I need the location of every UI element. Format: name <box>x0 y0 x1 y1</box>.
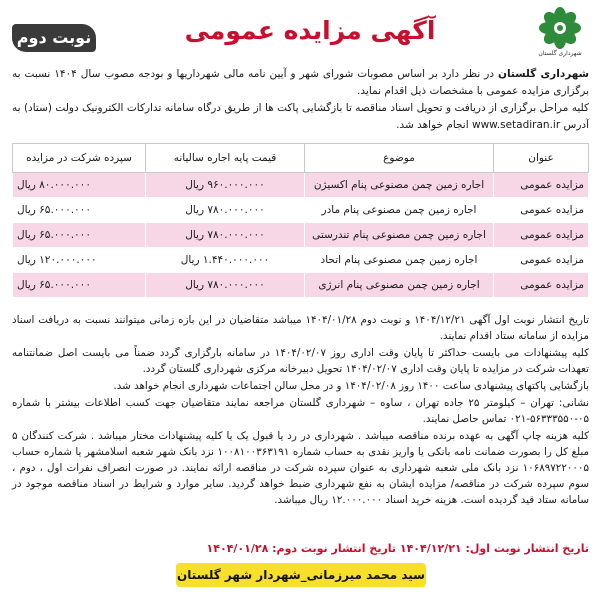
cell-subject: اجاره زمین چمن مصنوعی پنام اتحاد <box>305 248 494 273</box>
cell-deposit: ۶۵.۰۰۰.۰۰۰ ریال <box>13 223 146 248</box>
column-header-deposit: سپرده شرکت در مزایده <box>13 144 146 173</box>
terms-paragraph-deadline: کلیه پیشنهادات می بایست حداکثر تا پایان وقت اداری روز ۱۴۰۴/۰۲/۰۷ در سامانه بارگزاری گردد ضمناً می بایست اصل ضمانتنامه تعهدات شرکت در مزایده تا پایان وقت اداری ۱۴۰۴/۰۲/۰۷ تحویل دبیرخانه مرکزی شهرداری گلستان گردد. <box>12 347 589 375</box>
auction-table <box>12 143 589 298</box>
cell-price: ۷۸۰.۰۰۰.۰۰۰ ریال <box>146 273 305 298</box>
table-header-row <box>13 144 589 173</box>
logo <box>527 6 593 64</box>
cell-deposit: ۶۵.۰۰۰.۰۰۰ ریال <box>13 198 146 223</box>
cell-title: مزایده عمومی <box>494 223 589 248</box>
cell-subject: اجاره زمین چمن مصنوعی پنام مادر <box>305 198 494 223</box>
cell-title: مزایده عمومی <box>494 198 589 223</box>
table-row <box>13 198 589 223</box>
table-row <box>13 173 589 198</box>
terms-paragraph-opening: بازگشایی پاکتهای پیشنهادی ساعت ۱۴۰۰ روز ۱۴۰۴/۰۲/۰۸ و در محل سالن اجتماعات شهرداری انجام خواهد شد. <box>113 380 589 392</box>
table-row <box>13 273 589 298</box>
cell-deposit: ۸۰.۰۰۰.۰۰۰ ریال <box>13 173 146 198</box>
cell-subject: اجاره زمین چمن مصنوعی پنام تندرستی <box>305 223 494 248</box>
cell-subject: اجاره زمین چمن مصنوعی پنام اکسیژن <box>305 173 494 198</box>
cell-title: مزایده عمومی <box>494 173 589 198</box>
cell-title: مزایده عمومی <box>494 273 589 298</box>
publication-dates: تاریخ انتشار نوبت اول: ۱۴۰۴/۱۲/۲۱ تاریخ انتشار نوبت دوم: ۱۴۰۴/۰۱/۲۸ <box>206 542 589 555</box>
column-header-title: عنوان <box>494 144 589 173</box>
intro-line-2: کلیه مراحل برگزاری از دریافت و تحویل اسناد مناقصه تا بازگشایی پاکت ها از طریق درگاه سامانه تدارکات الکترونیک دولت (ستاد) به آدرس <box>12 102 589 131</box>
table-row <box>13 248 589 273</box>
table-row <box>13 223 589 248</box>
cell-price: ۱.۴۴۰.۰۰۰.۰۰۰ ریال <box>146 248 305 273</box>
terms-paragraph-conditions: کلیه هزینه چاپ آگهی به عهده برنده مناقصه میباشد . شهرداری در رد یا قبول یک یا کلیه پیشنهادات مختار میباشد . شرکت کنندگان ۵ مبلغ کل را بصورت ضمانت نامه بانکی یا واریز نقدی به حساب شماره ۱۰۰۸۱۰۰۳۶۳۱۹۱ نزد بانک شهر شعبه اسلامشهر یا شماره حساب ۱۰۶۸۹۷۲۲۰۰۰۵ نزد بانک ملی شعبه شهرداری به عنوان سپرده شرکت در مناقصه ارائه نمایند. در صورت انصراف نفرات اول ، دوم ، سوم سپرده شرکت در مناقصه/ مزایده ایشان به نفع شهرداری ضبط خواهد گردید. سایر موارد و شرایط در اسناد مناقصه موجود در سامانه ستاد قید گردیده است. هزینه خرید اسناد ۱۲.۰۰۰.۰۰۰ ریال میباشد. <box>12 430 589 506</box>
round-badge: نوبت دوم <box>12 24 96 52</box>
terms-paragraph-dates: تاریخ انتشار نوبت اول آگهی ۱۴۰۴/۱۲/۲۱ و نوبت دوم ۱۴۰۴/۰۱/۲۸ میباشد متقاضیان در این بازه زمانی میتوانند نسبت به دریافت اسناد مزایده از سامانه ستاد اقدام نمایند. <box>12 314 589 342</box>
cell-price: ۹۶۰.۰۰۰.۰۰۰ ریال <box>146 173 305 198</box>
cell-title: مزایده عمومی <box>494 248 589 273</box>
setad-link[interactable]: www.setadiran.ir <box>471 119 561 131</box>
terms-section <box>12 312 589 509</box>
intro-paragraph <box>12 66 589 134</box>
cell-price: ۷۸۰.۰۰۰.۰۰۰ ریال <box>146 198 305 223</box>
org-name: شهرداری گلستان <box>498 68 589 80</box>
cell-subject: اجاره زمین چمن مصنوعی پنام انرژی <box>305 273 494 298</box>
column-header-base-price: قیمت پایه اجاره سالیانه <box>146 144 305 173</box>
cell-price: ۷۸۰.۰۰۰.۰۰۰ ریال <box>146 223 305 248</box>
column-header-subject: موضوع <box>305 144 494 173</box>
cell-deposit: ۱۲۰.۰۰۰.۰۰۰ ریال <box>13 248 146 273</box>
cell-deposit: ۶۵.۰۰۰.۰۰۰ ریال <box>13 273 146 298</box>
terms-paragraph-address: نشانی: تهران – کیلومتر ۲۵ جاده تهران ، ساوه – شهرداری گلستان مراجعه نمایند متقاضیان جهت کسب اطلاعات بیشتر با شماره ۰۵-۵۶۳۳۳۵۵۰-۰۲۱ تماس حاصل نمایند. <box>12 397 589 425</box>
logo-caption: شهرداری گلستان <box>538 50 582 57</box>
flower-logo-icon <box>538 6 582 50</box>
intro-line-1: در نظر دارد بر اساس مصوبات شورای شهر و آیین نامه مالی شهرداریها و بودجه مصوب سال ۱۴۰۴ نسبت به برگزاری مزایده عمومی با مشخصات ذیل اقدام نماید. <box>12 68 589 97</box>
page-title: آگهی مزایده عمومی <box>184 16 436 45</box>
intro-line-3: انجام خواهد شد. <box>396 119 472 131</box>
signature-banner: سید محمد میرزمانی_شهردار شهر گلستان <box>176 563 426 587</box>
